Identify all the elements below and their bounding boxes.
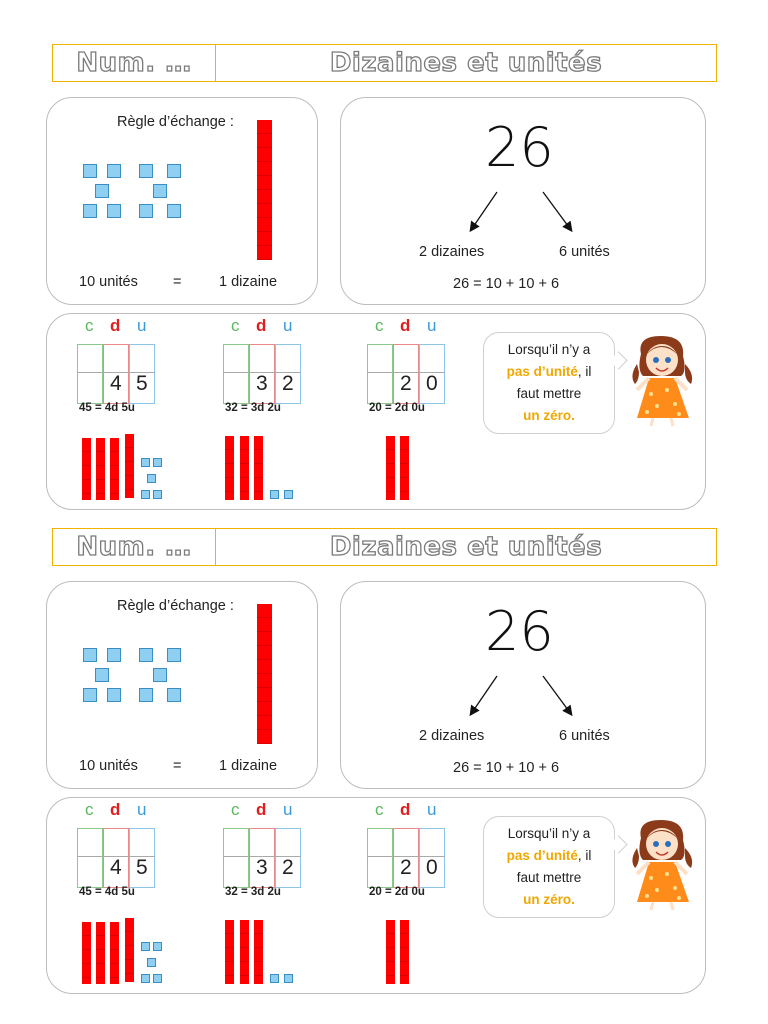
units-digit: 0 — [426, 856, 438, 879]
unit-cube — [147, 958, 156, 967]
exchange-rule-panel — [46, 97, 318, 305]
tip-line-1: Lorsqu’il n’y a — [507, 342, 591, 357]
units-digit: 2 — [282, 372, 294, 395]
unit-cube — [141, 458, 150, 467]
exchange-title: Règle d’échange : — [117, 114, 234, 130]
units-label: 10 unités — [79, 758, 138, 774]
ten-rod — [125, 918, 134, 982]
example-caption: 45 = 4d 5u — [79, 886, 135, 898]
unit-cube — [95, 184, 109, 198]
col-c-label: c — [375, 316, 384, 335]
col-u-label: u — [283, 316, 293, 335]
unit-cube — [139, 204, 153, 218]
tip-bubble — [483, 332, 615, 434]
units-digit: 5 — [136, 372, 148, 395]
unit-cube — [139, 648, 153, 662]
tens-digit: 3 — [256, 856, 268, 879]
exchange-title: Règle d’échange : — [117, 598, 234, 614]
grid-col-c — [223, 344, 249, 404]
place-value-grid — [77, 316, 155, 404]
unit-cube — [284, 974, 293, 983]
tens-label: 2 dizaines — [419, 728, 485, 744]
decomposition-panel — [340, 97, 706, 305]
tens-digit: 3 — [256, 372, 268, 395]
tip-highlight-zero: un zéro. — [523, 408, 575, 423]
unit-cube — [147, 474, 156, 483]
unit-cube — [139, 164, 153, 178]
unit-cube — [107, 164, 121, 178]
header — [52, 44, 717, 82]
ten-rod — [386, 920, 395, 984]
col-c-label: c — [231, 316, 240, 335]
unit-cube — [83, 648, 97, 662]
decomposition-panel — [340, 581, 706, 789]
header-title-cell — [216, 45, 716, 81]
col-u-label: u — [137, 316, 147, 335]
ten-rod — [225, 920, 234, 984]
grid-col-c — [367, 828, 393, 888]
units-count-label: 6 unités — [559, 244, 610, 260]
unit-cube — [153, 974, 162, 983]
example-caption: 20 = 2d 0u — [369, 402, 425, 414]
grid-col-c — [77, 344, 103, 404]
col-c-label: c — [231, 800, 240, 819]
unit-cube — [83, 164, 97, 178]
grid-col-c — [223, 828, 249, 888]
header — [52, 528, 717, 566]
col-u-label: u — [137, 800, 147, 819]
unit-cube — [83, 688, 97, 702]
equals-sign: = — [173, 274, 182, 290]
tip-line-3: faut mettre — [516, 870, 582, 885]
units-label: 10 unités — [79, 274, 138, 290]
grid-col-c — [367, 344, 393, 404]
tip-bubble — [483, 816, 615, 918]
ten-rod — [257, 604, 272, 744]
unit-cube — [270, 974, 279, 983]
decomposition-equation: 26 = 10 + 10 + 6 — [453, 760, 560, 776]
col-c-label: c — [85, 800, 94, 819]
tens-label: 2 dizaines — [419, 244, 485, 260]
unit-cube — [107, 648, 121, 662]
grid-col-c — [77, 828, 103, 888]
unit-cube — [153, 458, 162, 467]
units-digit: 2 — [282, 856, 294, 879]
unit-cube — [167, 164, 181, 178]
place-value-grid — [367, 800, 445, 888]
unit-cube — [153, 668, 167, 682]
example-caption: 45 = 4d 5u — [79, 402, 135, 414]
tip-line-2 — [484, 361, 614, 383]
card-top — [0, 0, 768, 484]
header-title-cell — [216, 529, 716, 565]
exchange-rule-panel — [46, 581, 318, 789]
split-arrows — [341, 582, 707, 790]
example-caption: 32 = 3d 2u — [225, 886, 281, 898]
example-caption: 32 = 3d 2u — [225, 402, 281, 414]
examples-panel — [46, 797, 706, 994]
examples-panel — [46, 313, 706, 510]
ten-rod — [257, 120, 272, 260]
split-arrows — [341, 98, 707, 306]
col-d-label: d — [400, 800, 411, 819]
equals-sign: = — [173, 758, 182, 774]
ten-rod — [82, 922, 91, 984]
col-d-label: d — [400, 316, 411, 335]
ten-rod — [110, 922, 119, 984]
big-number: 26 — [485, 600, 554, 663]
big-number: 26 — [485, 116, 554, 179]
unit-cube — [139, 688, 153, 702]
col-d-label: d — [110, 316, 121, 335]
girl-illustration-icon — [627, 332, 701, 428]
ten-rod — [96, 922, 105, 984]
unit-cube — [167, 648, 181, 662]
col-c-label: c — [375, 800, 384, 819]
units-digit: 0 — [426, 372, 438, 395]
tens-digit: 4 — [110, 372, 122, 395]
unit-cube — [107, 688, 121, 702]
tip-highlight-no-unit: pas d’unité — [506, 848, 578, 863]
unit-cube — [141, 942, 150, 951]
ten-rod — [240, 920, 249, 984]
col-c-label: c — [85, 316, 94, 335]
col-u-label: u — [427, 800, 437, 819]
ten-rod — [254, 920, 263, 984]
place-value-grid — [223, 800, 301, 888]
example-caption: 20 = 2d 0u — [369, 886, 425, 898]
place-value-grid — [223, 316, 301, 404]
girl-illustration-icon — [627, 816, 701, 912]
page-title: Dizaines et unités — [329, 48, 603, 78]
tip-line-1: Lorsqu’il n’y a — [507, 826, 591, 841]
unit-cube — [167, 688, 181, 702]
units-count-label: 6 unités — [559, 728, 610, 744]
ten-label: 1 dizaine — [219, 758, 278, 774]
tip-line-2-suffix: , il — [577, 364, 592, 379]
unit-cube — [153, 942, 162, 951]
tip-highlight-no-unit: pas d’unité — [506, 364, 578, 379]
col-u-label: u — [427, 316, 437, 335]
decomposition-equation: 26 = 10 + 10 + 6 — [453, 276, 560, 292]
unit-cube — [83, 204, 97, 218]
tens-digit: 2 — [400, 856, 412, 879]
ten-rod — [400, 920, 409, 984]
col-d-label: d — [110, 800, 121, 819]
col-u-label: u — [283, 800, 293, 819]
units-digit: 5 — [136, 856, 148, 879]
place-value-grid — [367, 316, 445, 404]
card-bottom — [0, 484, 768, 968]
unit-cube — [107, 204, 121, 218]
unit-cube — [167, 204, 181, 218]
unit-cube — [153, 184, 167, 198]
tens-digit: 2 — [400, 372, 412, 395]
tip-line-3: faut mettre — [516, 386, 582, 401]
page-title: Dizaines et unités — [329, 532, 603, 562]
tip-line-2-suffix: , il — [577, 848, 592, 863]
unit-cube — [141, 974, 150, 983]
col-d-label: d — [256, 800, 267, 819]
ten-label: 1 dizaine — [219, 274, 278, 290]
unit-cube — [95, 668, 109, 682]
header-num-cell — [53, 529, 216, 565]
col-d-label: d — [256, 316, 267, 335]
tens-digit: 4 — [110, 856, 122, 879]
tip-line-2 — [484, 845, 614, 867]
tip-highlight-zero: un zéro. — [523, 892, 575, 907]
header-num-label: Num. … — [76, 48, 192, 78]
header-num-cell — [53, 45, 216, 81]
place-value-grid — [77, 800, 155, 888]
header-num-label: Num. … — [76, 532, 192, 562]
